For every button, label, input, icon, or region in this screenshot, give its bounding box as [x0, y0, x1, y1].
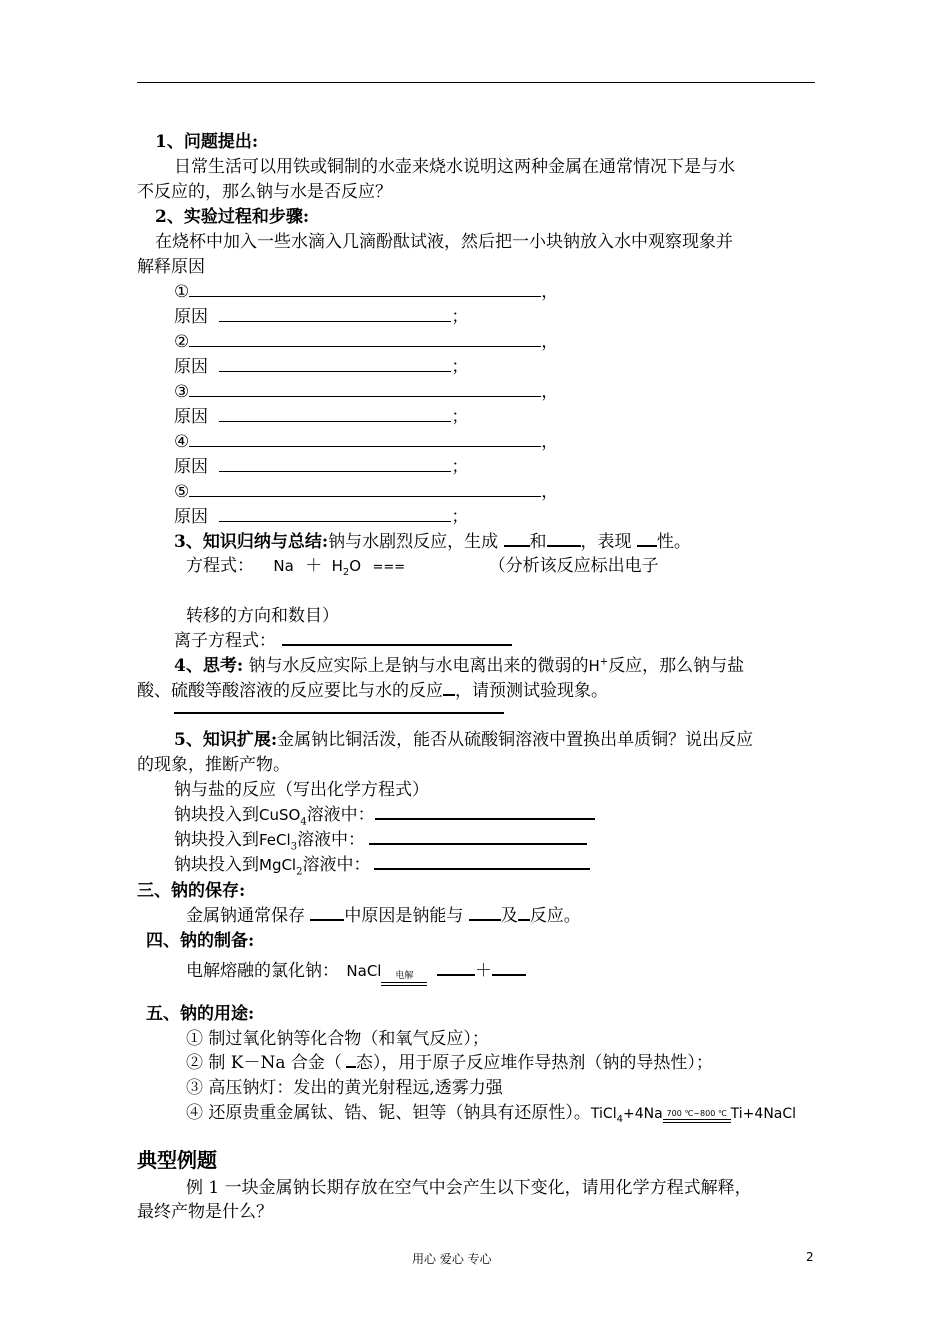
sec5-title: 5、知识扩展:: [174, 730, 278, 750]
reason-blank[interactable]: [219, 405, 451, 422]
storage-title: 三、钠的保存:: [137, 881, 246, 901]
prep-title: 四、钠的制备:: [146, 931, 255, 951]
sec4-text-a: 钠与水反应实际上是钠与水电离出来的微弱的: [248, 656, 589, 676]
sec4-line1: [174, 651, 744, 676]
h-ion-sup: +: [599, 656, 609, 668]
examples-heading: 典型例题: [137, 1148, 217, 1172]
eq-h-sub: 2: [342, 567, 350, 578]
semicolon: ；: [451, 407, 469, 427]
sec3-text-a: 钠与水剧烈反应，生成: [328, 532, 499, 552]
eq-sign: ===: [372, 560, 406, 575]
example-1-line2: 最终产物是什么？: [137, 1202, 273, 1222]
salt-title: 钠与盐的反应（写出化学方程式）: [174, 780, 429, 800]
cuso4-a: 钠块投入到: [174, 805, 259, 825]
semicolon: ；: [451, 507, 469, 527]
mgcl2-a: 钠块投入到: [174, 855, 259, 875]
rate-blank[interactable]: [443, 678, 455, 696]
eq-h: H: [331, 557, 343, 575]
sec1-para-line1: 日常生活可以用铁或铜制的水壶来烧水说明这两种金属在通常情况下是与水: [174, 157, 735, 177]
eq-plus: ＋: [305, 556, 323, 576]
observation-row: [174, 477, 558, 502]
ti-eq-na: +4Na: [622, 1106, 663, 1122]
sec5-line2: 的现象，推断产物。: [137, 755, 290, 775]
equation-line: [186, 551, 659, 578]
sec3-summary-line: [174, 527, 691, 552]
comma: ，: [541, 382, 559, 402]
prep-product-blank-1[interactable]: [437, 958, 475, 976]
h-ion: H: [588, 657, 600, 675]
cuso4-sub: 4: [300, 816, 307, 828]
observation-blank[interactable]: [189, 430, 541, 447]
fecl3-eq-blank[interactable]: [369, 827, 587, 845]
reason-row: [174, 402, 468, 427]
storage-line: [186, 901, 581, 926]
sec2-para-line1: 在烧杯中加入一些水滴入几滴酚酞试液，然后把一小块钠放入水中观察现象并: [155, 232, 733, 252]
semicolon: ；: [451, 307, 469, 327]
use-item-3: ③ 高压钠灯：发出的黄光射程远,透雾力强: [186, 1078, 503, 1098]
sec3-text-d: 性。: [656, 532, 691, 552]
reason-row: [174, 352, 468, 377]
use-item-2-b: 态），用于原子反应堆作导热剂（钠的导热性）；: [355, 1053, 713, 1073]
eq-bar: [381, 985, 427, 986]
observation-blank[interactable]: [189, 280, 541, 297]
observation-marker: ④: [174, 432, 190, 452]
reason-blank[interactable]: [219, 355, 451, 372]
sec2-para-line2: 解释原因: [137, 257, 205, 277]
ti-equation: [590, 1106, 797, 1125]
eq-o: O: [349, 557, 362, 575]
alloy-state-blank[interactable]: [346, 1050, 356, 1068]
reason-label: 原因: [174, 307, 208, 327]
observation-marker: ②: [174, 332, 190, 352]
observation-blank[interactable]: [189, 330, 541, 347]
comma: ，: [541, 282, 559, 302]
semicolon: ；: [451, 357, 469, 377]
sec4-title: 4、思考:: [174, 656, 244, 676]
prep-product-blank-2[interactable]: [492, 958, 526, 976]
prediction-blank[interactable]: [174, 712, 504, 714]
reason-row: [174, 302, 468, 327]
observation-row: [174, 327, 558, 352]
sec4-line2: [137, 676, 608, 701]
cuso4-c: 溶液中：: [306, 805, 375, 825]
header-rule: [137, 82, 815, 83]
observation-marker: ③: [174, 382, 190, 402]
observation-blank[interactable]: [189, 480, 541, 497]
ti-eq-product: Ti+4NaCl: [730, 1106, 797, 1122]
storage-medium-blank[interactable]: [310, 903, 344, 921]
sec5-line1: [174, 725, 753, 750]
eq-bar: [663, 1119, 731, 1120]
product-blank-2[interactable]: [547, 529, 581, 547]
page-number: 2: [806, 1250, 814, 1264]
observation-row: [174, 427, 558, 452]
reason-blank[interactable]: [219, 305, 451, 322]
storage-text-a: 金属钠通常保存: [186, 906, 305, 926]
sec4-line2-a: 酸、硫酸等酸溶液的反应要比与水的反应: [137, 681, 443, 701]
sec3-title: 3、知识归纳与总结:: [174, 532, 329, 552]
prep-text-a: 电解熔融的氯化钠：: [186, 961, 339, 981]
sec4-text-b: 反应，那么钠与盐: [608, 656, 745, 676]
eq-analysis-b: 转移的方向和数目）: [186, 606, 339, 626]
reason-label: 原因: [174, 357, 208, 377]
ionic-eq-line: [174, 626, 512, 651]
fecl3-formula: FeCl: [259, 831, 291, 849]
eq-bar: [663, 1122, 731, 1123]
prep-line: [186, 956, 526, 984]
heating-arrow: [663, 1109, 731, 1123]
nacl-formula: NaCl: [346, 962, 382, 980]
observation-blank[interactable]: [189, 380, 541, 397]
electrolysis-label: 电解: [395, 971, 414, 981]
comma: ，: [541, 332, 559, 352]
product-blank-1[interactable]: [504, 529, 530, 547]
fecl3-sub: 3: [290, 841, 298, 853]
reaction-condition: 700 ℃~800 ℃: [666, 1109, 727, 1118]
use-item-2-a: ② 制 K－Na 合金（: [186, 1053, 342, 1073]
storage-text-c: 及: [500, 906, 518, 926]
observation-row: [174, 377, 558, 402]
use-item-2: [186, 1048, 713, 1073]
mgcl2-c: 溶液中：: [302, 855, 371, 875]
example-1-line1: 例 1 一块金属钠长期存放在空气中会产生以下变化，请用化学方程式解释，: [186, 1178, 752, 1198]
sec2-title: 2、实验过程和步骤:: [155, 207, 310, 227]
reason-label: 原因: [174, 407, 208, 427]
reason-row: [174, 502, 468, 527]
comma: ，: [541, 432, 559, 452]
use-item-4: [186, 1098, 796, 1125]
sec3-text-b: 和: [529, 532, 547, 552]
fecl3-c: 溶液中：: [297, 830, 366, 850]
ionic-label: 离子方程式：: [174, 631, 276, 651]
reason-label: 原因: [174, 457, 208, 477]
sec1-para-line2: 不反应的，那么钠与水是否反应？: [137, 182, 392, 202]
fecl3-a: 钠块投入到: [174, 830, 259, 850]
ticl-sub: 4: [616, 1113, 623, 1125]
mgcl2-eq-blank[interactable]: [374, 852, 590, 870]
comma: ，: [541, 482, 559, 502]
ionic-eq-blank[interactable]: [282, 628, 512, 646]
footer-motto: 用心 爱心 专心: [412, 1252, 492, 1266]
cuso4-line: [174, 800, 595, 827]
use-item-4-text: ④ 还原贵重金属钛、锆、铌、钽等（钠具有还原性）。: [186, 1103, 591, 1123]
sec3-text-c: ，表现: [580, 532, 632, 552]
sec4-line2-b: ，请预测试验现象。: [455, 681, 608, 701]
cuso4-eq-blank[interactable]: [375, 802, 595, 820]
prep-plus: ＋: [474, 961, 492, 981]
storage-reactant-blank-2[interactable]: [518, 903, 530, 921]
observation-row: [174, 277, 558, 302]
reason-blank[interactable]: [219, 455, 451, 472]
mgcl2-line: [174, 850, 590, 877]
electrolysis-arrow: [381, 972, 427, 986]
eq-na: Na: [273, 557, 294, 575]
eq-bar: [381, 982, 427, 983]
sec1-title: 1、问题提出:: [155, 132, 259, 152]
use-item-1: ① 制过氧化钠等化合物（和氧气反应）；: [186, 1029, 489, 1049]
mgcl2-sub: 2: [296, 866, 303, 878]
cuso4-formula: CuSO: [259, 806, 301, 824]
property-blank[interactable]: [637, 529, 657, 547]
observation-marker: ①: [174, 282, 190, 302]
semicolon: ；: [451, 457, 469, 477]
fecl3-line: [174, 825, 587, 852]
reason-label: 原因: [174, 507, 208, 527]
storage-text-b: 中原因是钠能与: [344, 906, 464, 926]
eq-label: 方程式：: [186, 556, 254, 576]
reason-blank[interactable]: [219, 505, 451, 522]
eq-analysis-a: （分析该反应标出电子: [488, 556, 659, 576]
ticl-formula: TiCl: [590, 1106, 617, 1122]
observation-marker: ⑤: [174, 482, 190, 502]
storage-reactant-blank-1[interactable]: [469, 903, 501, 921]
mgcl2-formula: MgCl: [259, 856, 297, 874]
reason-row: [174, 452, 468, 477]
uses-title: 五、钠的用途:: [146, 1004, 255, 1024]
sec5-text-a: 金属钠比铜活泼，能否从硫酸铜溶液中置换出单质铜？说出反应: [277, 730, 754, 750]
storage-text-d: 反应。: [529, 906, 581, 926]
